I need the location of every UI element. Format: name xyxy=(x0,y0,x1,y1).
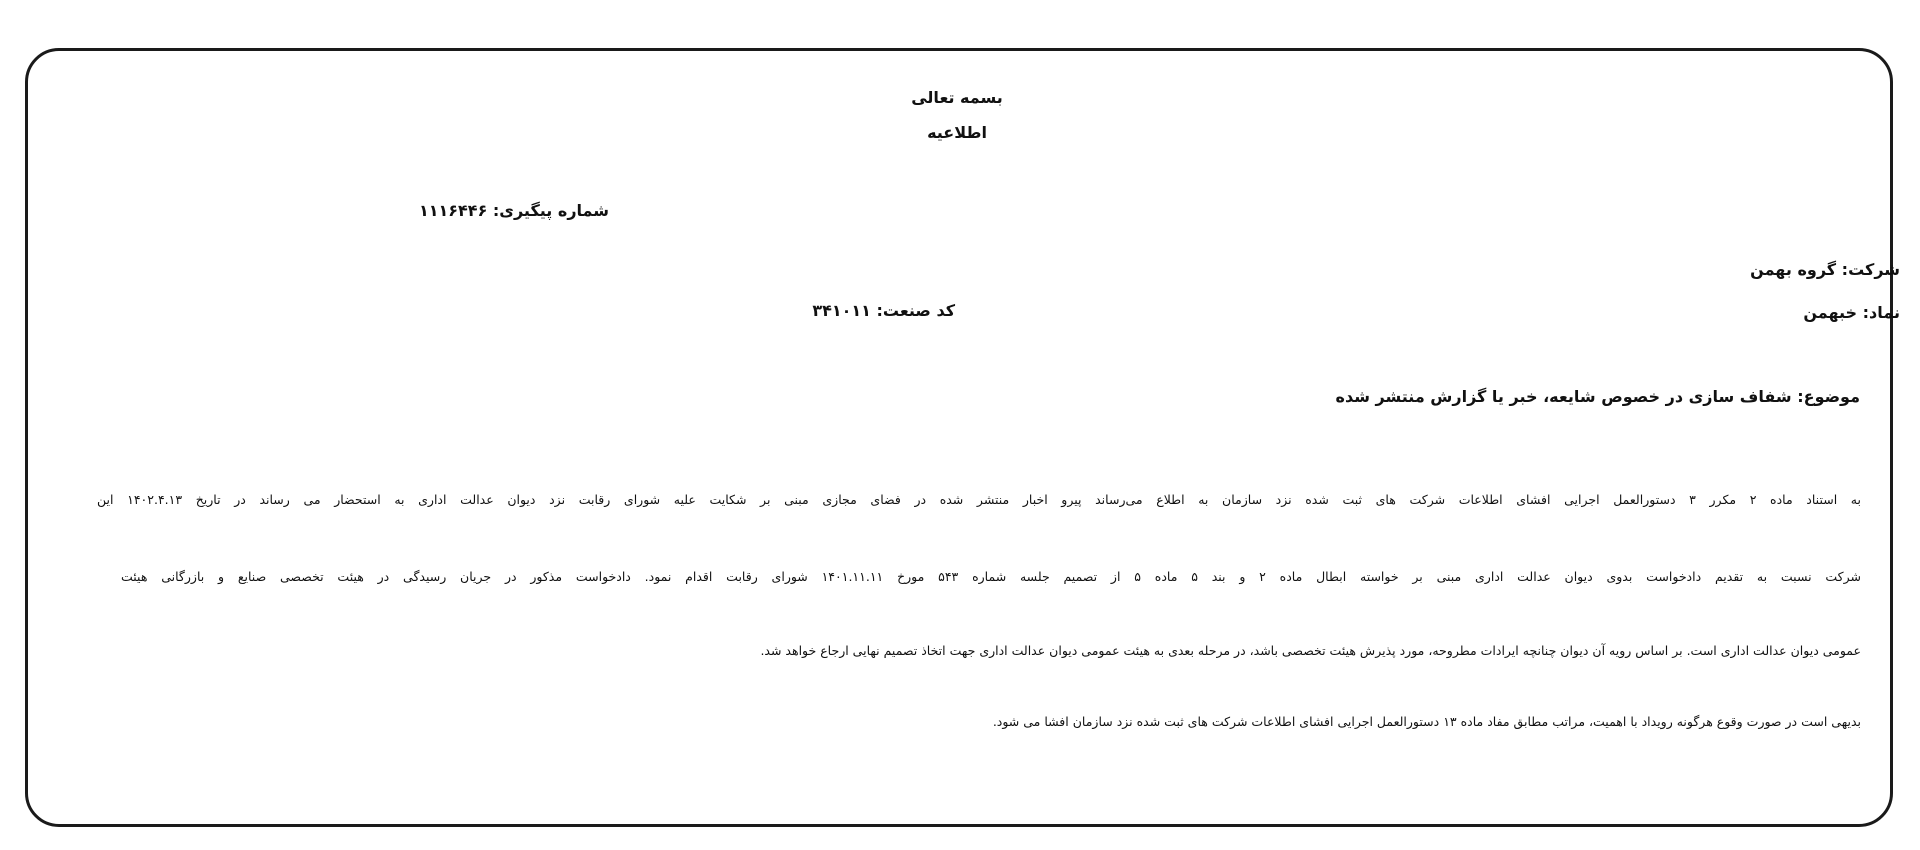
tracking-number xyxy=(419,203,609,219)
subject-field xyxy=(1336,389,1860,405)
body-line-2: شرکت نسبت به تقدیم دادخواست بدوی دیوان عدالت اداری مبنی بر خواسته ابطال ماده ۲ و بند ۵ ماده ۵ از تصمیم جلسه شماره ۵۴۳ مورخ ۱۴۰۱.۱۱.۱۱ شورای رقابت اقدام نمود. دادخواست مذکور در جریان رسیدگی در هیئت تخصصی صنایع و بازرگانی هیئت xyxy=(121,569,1861,584)
subject-label: موضوع: xyxy=(1797,387,1860,406)
industry-code-label: کد صنعت: xyxy=(876,301,955,320)
document-frame xyxy=(25,48,1893,827)
tracking-number-value: ۱۱۱۶۴۴۶ xyxy=(418,201,488,220)
bismillah-heading: بسمه تعالی xyxy=(911,88,1003,107)
symbol-field xyxy=(1803,305,1900,321)
body-line-1: به استناد ماده ۲ مکرر ۳ دستورالعمل اجرایی افشای اطلاعات شرکت های ثبت شده نزد سازمان به اطلاع می‌رساند پیرو اخبار منتشر شده در فضای مجازی مبنی بر شکایت علیه شورای رقابت نزد دیوان عدالت اداری به استحضار می رساند در تاریخ ۱۴۰۲.۴.۱۳ این xyxy=(97,492,1861,507)
subject-value: شفاف سازی در خصوص شایعه، خبر یا گزارش منتشر شده xyxy=(1335,387,1792,406)
body-line-3: عمومی دیوان عدالت اداری است. بر اساس رویه آن دیوان چنانچه ایرادات مطروحه، مورد پذیرش هیئت تخصصی باشد، در مرحله بعدی به هیئت عمومی دیوان عدالت اداری جهت اتخاذ تصمیم نهایی ارجاع خواهد شد. xyxy=(760,643,1861,658)
notice-title: اطلاعیه xyxy=(927,123,987,142)
body-line-4: بدیهی است در صورت وقوع هرگونه رویداد با اهمیت، مراتب مطابق مفاد ماده ۱۳ دستورالعمل اجرایی افشای اطلاعات شرکت های ثبت شده نزد سازمان افشا می شود. xyxy=(992,714,1861,729)
industry-code-field xyxy=(812,303,955,319)
symbol-value: خبهمن xyxy=(1803,303,1858,322)
company-value: گروه بهمن xyxy=(1750,260,1837,279)
symbol-label: نماد: xyxy=(1862,303,1900,322)
company-field xyxy=(1750,262,1900,278)
industry-code-value: ۳۴۱۰۱۱ xyxy=(812,301,871,320)
tracking-number-label: شماره پیگیری: xyxy=(492,201,609,220)
company-label: شرکت: xyxy=(1841,260,1900,279)
